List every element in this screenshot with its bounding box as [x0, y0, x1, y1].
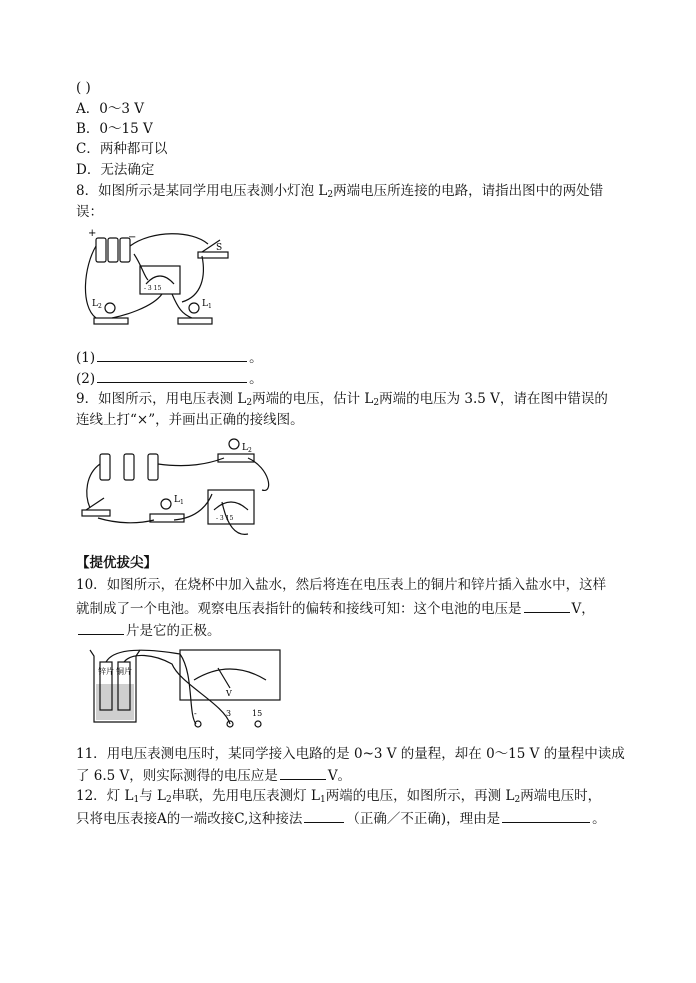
battery-plus-label: + [88, 228, 97, 239]
q10-text-line1: 10．如图所示，在烧杯中加入盐水，然后将连在电压表上的铜片和锌片插入盐水中，这样 [76, 577, 607, 593]
q12-text-line2: 只将电压表接A的一端改接C,这种接法 （正确／不正确)，理由是 。 [76, 808, 636, 829]
voltmeter-scale: - 3 15 [144, 285, 162, 292]
terminal-3: 3 [226, 709, 232, 718]
q12-text-line1: 12．灯 $L_1$与 $L_2$串联，先用电压表测灯 $L_1$两端的电压，如图所示，再测 $L_2$两端电压时， [76, 788, 602, 805]
q11-blank-voltage[interactable] [280, 765, 326, 780]
q9-lamp-l1-label: $L_1$ [174, 495, 184, 506]
terminal-minus: - [194, 709, 197, 718]
section-title: 【提优拔尖】 [76, 555, 157, 571]
q9-lamp-l2-label: $L_2$ [242, 443, 252, 454]
q10-blank-voltage[interactable] [524, 598, 570, 613]
q11-text-line1: 11．用电压表测电压时，某同学接入电路的是 0~3 V 的量程，却在 0～15 V 的量程中读成 [76, 746, 625, 762]
q10-text-line2: 就制成了一个电池。观察电压表指针的偏转和接线可知：这个电池的电压是 V， [76, 598, 636, 619]
option-c: C．两种都可以 [76, 141, 168, 157]
option-d: D．无法确定 [76, 162, 155, 178]
meter-unit: V [226, 689, 232, 698]
lamp-l2-label: $L_2$ [92, 299, 102, 310]
q9-text-line1: 9．如图所示，用电压表测 $L_2$两端的电压，估计 $L_2$两端的电压为 3.5 V，请在图中错误的 [76, 391, 608, 408]
q9-text-line2: 连线上打“×”，并画出正确的接线图。 [76, 412, 304, 428]
q10-blank-electrode[interactable] [78, 620, 124, 635]
q8-answer-2: (2) 。 [76, 368, 636, 389]
option-b: B．0～15 V [76, 121, 153, 137]
terminal-15: 15 [252, 709, 263, 718]
q10-text-line3: 片是它的正极。 [76, 620, 636, 641]
q11-text-line2: 了 6.5 V，则实际测得的电压应是 V。 [76, 765, 636, 786]
q8-circuit-figure [82, 226, 242, 334]
copper-label: 铜片 [116, 667, 132, 676]
option-a: A．0～3 V [76, 101, 144, 117]
q8-blank-2[interactable] [97, 368, 247, 383]
q8-blank-1[interactable] [97, 347, 247, 362]
q8-text-line2: 误： [76, 204, 103, 220]
q8-text-line1: 8．如图所示是某同学用电压表测小灯泡 $L_2$两端电压所连接的电路，请指出图中的两处错 [76, 183, 604, 200]
switch-label: S [216, 243, 223, 253]
q12-blank-judgement[interactable] [304, 808, 344, 823]
answer-parentheses: ( ) [76, 80, 91, 96]
lamp-l1-label: $L_1$ [202, 299, 212, 310]
battery-minus-label: − [128, 232, 137, 243]
q8-answer-1: (1) 。 [76, 347, 636, 368]
q10-battery-figure [84, 644, 294, 734]
q9-voltmeter-scale: - 3 15 [216, 515, 234, 522]
q12-blank-reason[interactable] [502, 808, 590, 823]
q9-circuit-figure [78, 434, 278, 544]
zinc-label: 锌片 [98, 667, 114, 676]
